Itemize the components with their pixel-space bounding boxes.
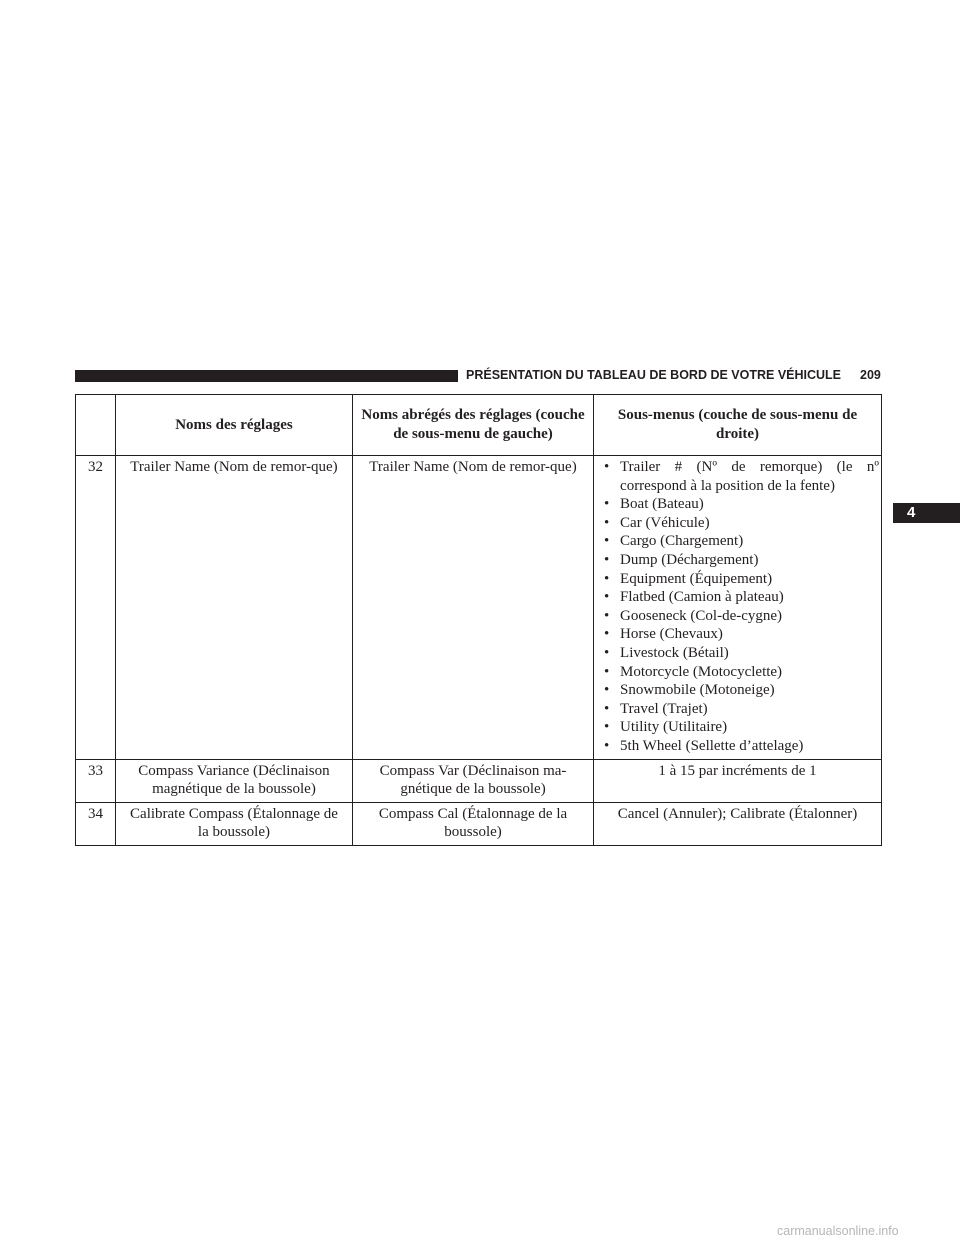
table-row: [76, 759, 882, 802]
list-item: • 5th Wheel (Sellette d’attelage): [604, 737, 879, 756]
list-item: • Dump (Déchargement): [604, 551, 879, 570]
list-item: • Horse (Chevaux): [604, 625, 879, 644]
header-rule: [75, 370, 458, 382]
row-number: 34: [87, 805, 103, 822]
table-header-row: [76, 395, 882, 456]
column-header-abbreviated-names: [353, 395, 594, 456]
column-header-setting-names-label: Noms des réglages: [175, 416, 293, 433]
row-number: 32: [87, 459, 103, 475]
column-header-number: [76, 395, 116, 456]
abbreviated-name: Compass Cal (Étalonnage de la boussole): [378, 805, 568, 841]
setting-name: Calibrate Compass (Étalonnage de la boussole): [130, 805, 338, 841]
settings-table: [75, 394, 882, 846]
list-item: • Boat (Bateau): [604, 495, 879, 514]
list-item: • Livestock (Bétail): [604, 644, 879, 663]
abbreviated-name: Trailer Name (Nom de remor-que): [369, 459, 577, 475]
list-item: • Motorcycle (Motocyclette): [604, 663, 879, 682]
running-header-title: PRÉSENTATION DU TABLEAU DE BORD DE VOTRE VÉHICULE: [466, 368, 842, 382]
row-number-cell: [76, 456, 116, 760]
watermark-link[interactable]: carmanualsonline.info: [777, 1224, 899, 1238]
column-header-submenus-label: Sous-menus (couche de sous-menu de droite): [617, 407, 858, 442]
list-item: • Utility (Utilitaire): [604, 718, 879, 737]
row-number-cell: [76, 802, 116, 845]
chapter-tab[interactable]: 4: [893, 503, 960, 523]
setting-name-cell: [115, 759, 352, 802]
setting-name-cell: [115, 456, 352, 760]
submenu-cell: [594, 802, 882, 845]
column-header-abbreviated-names-label: Noms abrégés des réglages (couche de sous-menu de gauche): [361, 407, 585, 442]
list-item: • Car (Véhicule): [604, 514, 879, 533]
list-item: • Travel (Trajet): [604, 700, 879, 719]
submenu-text: Cancel (Annuler); Calibrate (Étalonner): [617, 805, 858, 822]
list-item: • Trailer # (Nº de remorque) (le nº correspond à la position de la fente): [604, 458, 879, 495]
list-item: • Snowmobile (Motoneige): [604, 681, 879, 700]
table-row: [76, 456, 882, 760]
submenu-cell: [594, 759, 882, 802]
page-number: 209: [860, 368, 881, 382]
abbreviated-name-cell: [353, 456, 594, 760]
list-item: • Cargo (Chargement): [604, 532, 879, 551]
list-item: • Equipment (Équipement): [604, 570, 879, 589]
abbreviated-name: Compass Var (Déclinaison ma-gnétique de la boussole): [379, 762, 567, 798]
setting-name: Compass Variance (Déclinaison magnétique de la boussole): [138, 762, 330, 798]
row-number-cell: [76, 759, 116, 802]
submenu-list: [594, 456, 881, 759]
column-header-submenus: [594, 395, 882, 456]
table-row: [76, 802, 882, 845]
list-item: • Flatbed (Camion à plateau): [604, 588, 879, 607]
abbreviated-name-cell: [353, 759, 594, 802]
submenu-text: 1 à 15 par incréments de 1: [658, 762, 817, 779]
setting-name: Trailer Name (Nom de remor-que): [130, 459, 338, 475]
submenu-cell: [594, 456, 882, 760]
row-number: 33: [87, 762, 103, 779]
abbreviated-name-cell: [353, 802, 594, 845]
column-header-setting-names: [115, 395, 352, 456]
list-item: • Gooseneck (Col-de-cygne): [604, 607, 879, 626]
setting-name-cell: [115, 802, 352, 845]
